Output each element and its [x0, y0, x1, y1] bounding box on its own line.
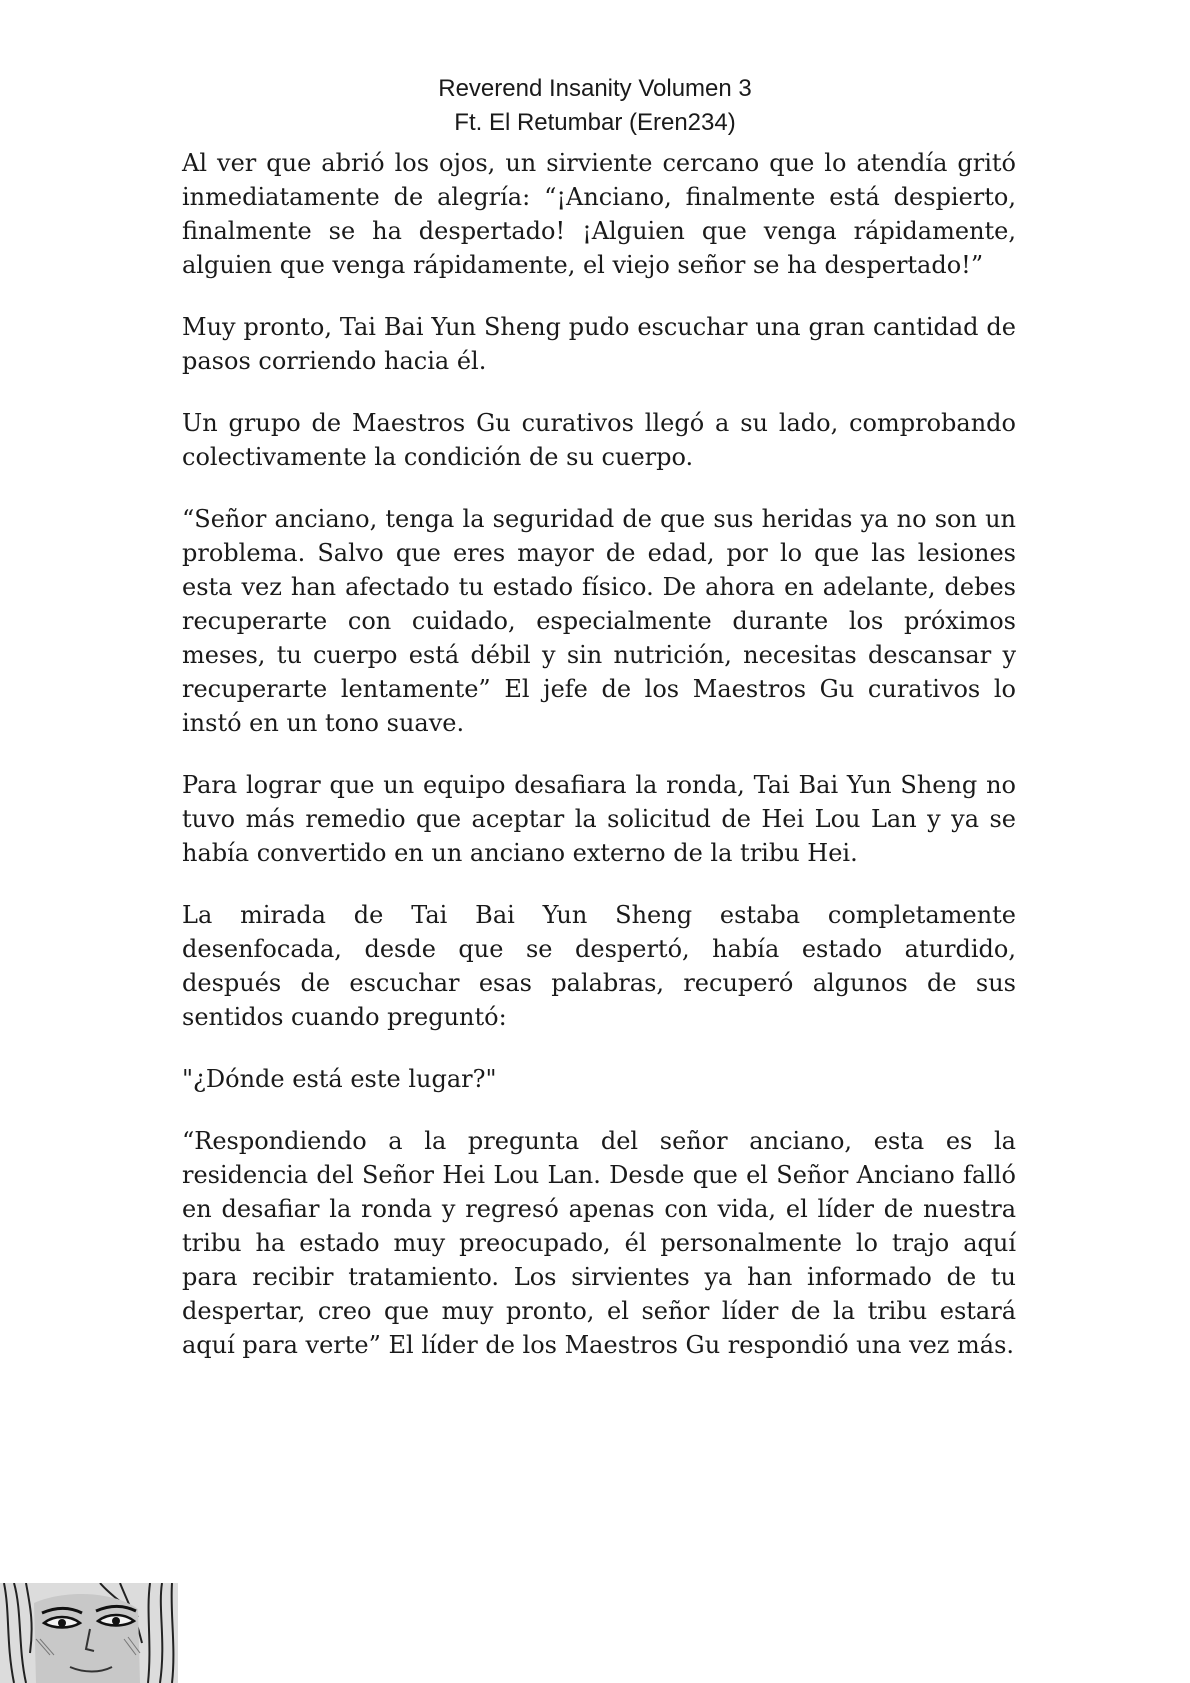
manga-portrait-illustration-icon — [0, 1583, 178, 1683]
paragraph: La mirada de Tai Bai Yun Sheng estaba completamente desenfocada, desde que se despertó, había estado aturdido, después de escuchar esas palabras, recuperó algunos de sus sentidos cuando preguntó: — [182, 901, 1016, 1031]
paragraph: “Respondiendo a la pregunta del señor anciano, esta es la residencia del Señor Hei Lou Lan. Desde que el Señor Anciano falló en desafiar la ronda y regresó apenas con vida, el líder de nuestra tribu ha estado muy preocupado, él personalmente lo trajo aquí para recibir tratamiento. Los sirvientes ya han informado de tu despertar, creo que muy pronto, el señor líder de la tribu estará aquí para verte” El líder de los Maestros Gu respondió una vez más. — [182, 1127, 1016, 1359]
paragraph: Al ver que abrió los ojos, un sirviente cercano que lo atendía gritó inmediatamente de alegría: “¡Anciano, finalmente está despierto, finalmente se ha despertado! ¡Alguien que venga rápidamente, alguien que venga rápidamente, el viejo señor se ha despertado!” — [182, 149, 1016, 279]
header-subtitle: Ft. El Retumbar (Eren234) — [454, 109, 736, 136]
paragraph: Para lograr que un equipo desafiara la ronda, Tai Bai Yun Sheng no tuvo más remedio que aceptar la solicitud de Hei Lou Lan y ya se había convertido en un anciano externo de la tribu Hei. — [182, 771, 1016, 867]
page-header — [0, 72, 1190, 140]
paragraph: Muy pronto, Tai Bai Yun Sheng pudo escuchar una gran cantidad de pasos corriendo hacia él. — [182, 313, 1016, 375]
paragraph: "¿Dónde está este lugar?" — [182, 1065, 497, 1093]
document-body — [182, 146, 1016, 1390]
paragraph: Un grupo de Maestros Gu curativos llegó a su lado, comprobando colectivamente la condición de su cuerpo. — [182, 409, 1016, 471]
header-title: Reverend Insanity Volumen 3 — [438, 75, 752, 102]
paragraph: “Señor anciano, tenga la seguridad de que sus heridas ya no son un problema. Salvo que eres mayor de edad, por lo que las lesiones esta vez han afectado tu estado físico. De ahora en adelante, debes recuperarte con cuidado, especialmente durante los próximos meses, tu cuerpo está débil y sin nutrición, necesitas descansar y recuperarte lentamente” El jefe de los Maestros Gu curativos lo instó en un tono suave. — [182, 505, 1016, 737]
